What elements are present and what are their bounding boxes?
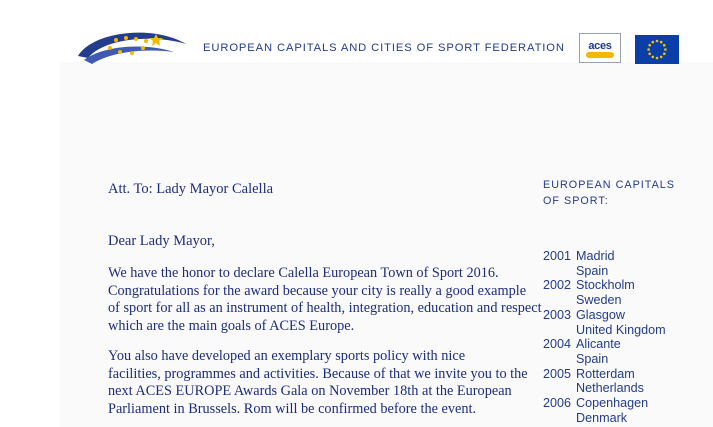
capital-year: 2004 <box>543 337 572 352</box>
aces-europe-badge-icon <box>579 33 621 63</box>
capital-city: Stockholm <box>576 278 635 293</box>
paragraph-line: of sport for all as an instrument of health, integration, education and respect <box>108 300 542 317</box>
list-item <box>543 337 703 366</box>
list-item <box>543 367 703 396</box>
paragraph-line: We have the honor to declare Calella European Town of Sport 2016. <box>108 265 499 281</box>
paragraph-invitation <box>108 348 528 418</box>
list-item <box>543 396 703 425</box>
capital-city: Alicante <box>576 337 621 352</box>
capital-year: 2005 <box>543 366 572 381</box>
capital-city: Rotterdam <box>576 366 635 381</box>
capitals-list <box>543 249 703 425</box>
sidebar-heading <box>543 177 675 209</box>
capital-country: United Kingdom <box>576 322 666 337</box>
paragraph-line: facilities, programmes and activities. Because of that we invite you to the <box>108 365 528 382</box>
paragraph-award <box>108 265 542 335</box>
eu-flag-icon <box>635 35 679 64</box>
capital-year: 2001 <box>543 249 572 263</box>
list-item <box>543 308 703 337</box>
capital-country: Spain <box>576 263 609 278</box>
paragraph-line: Congratulations for the award because your city is really a good example <box>108 282 527 299</box>
capital-year: 2003 <box>543 307 572 322</box>
capital-country: Netherlands <box>576 381 644 396</box>
capital-city: Copenhagen <box>576 396 649 411</box>
sidebar-heading-line-2: OF SPORT: <box>543 195 609 207</box>
list-item <box>543 278 703 307</box>
organization-name: EUROPEAN CAPITALS AND CITIES OF SPORT FEDERATION <box>203 42 565 54</box>
capital-year: 2002 <box>543 278 572 293</box>
paragraph-line: Parliament in Brussels. Rom will be confirmed before the event. <box>108 400 477 417</box>
list-item <box>543 249 703 278</box>
aces-badge-text: aces <box>588 40 612 52</box>
salutation: Dear Lady Mayor, <box>108 233 215 249</box>
sidebar-heading-line-1: EUROPEAN CAPITALS <box>543 179 675 191</box>
capital-country: Sweden <box>576 293 622 308</box>
aces-swoosh-logo-icon <box>74 26 188 70</box>
capital-country: Spain <box>576 351 609 366</box>
capital-city: Madrid <box>576 249 615 263</box>
capital-country: Denmark <box>576 410 628 425</box>
paragraph-line: next ACES EUROPE Awards Gala on November 18th at the European <box>108 383 512 400</box>
attention-line: Att. To: Lady Mayor Calella <box>108 181 274 197</box>
paragraph-line: which are the main goals of ACES Europe. <box>108 317 355 334</box>
capital-year: 2006 <box>543 396 572 411</box>
capital-city: Glasgow <box>576 307 625 322</box>
paragraph-line: You also have developed an exemplary sports policy with nice <box>108 348 466 364</box>
